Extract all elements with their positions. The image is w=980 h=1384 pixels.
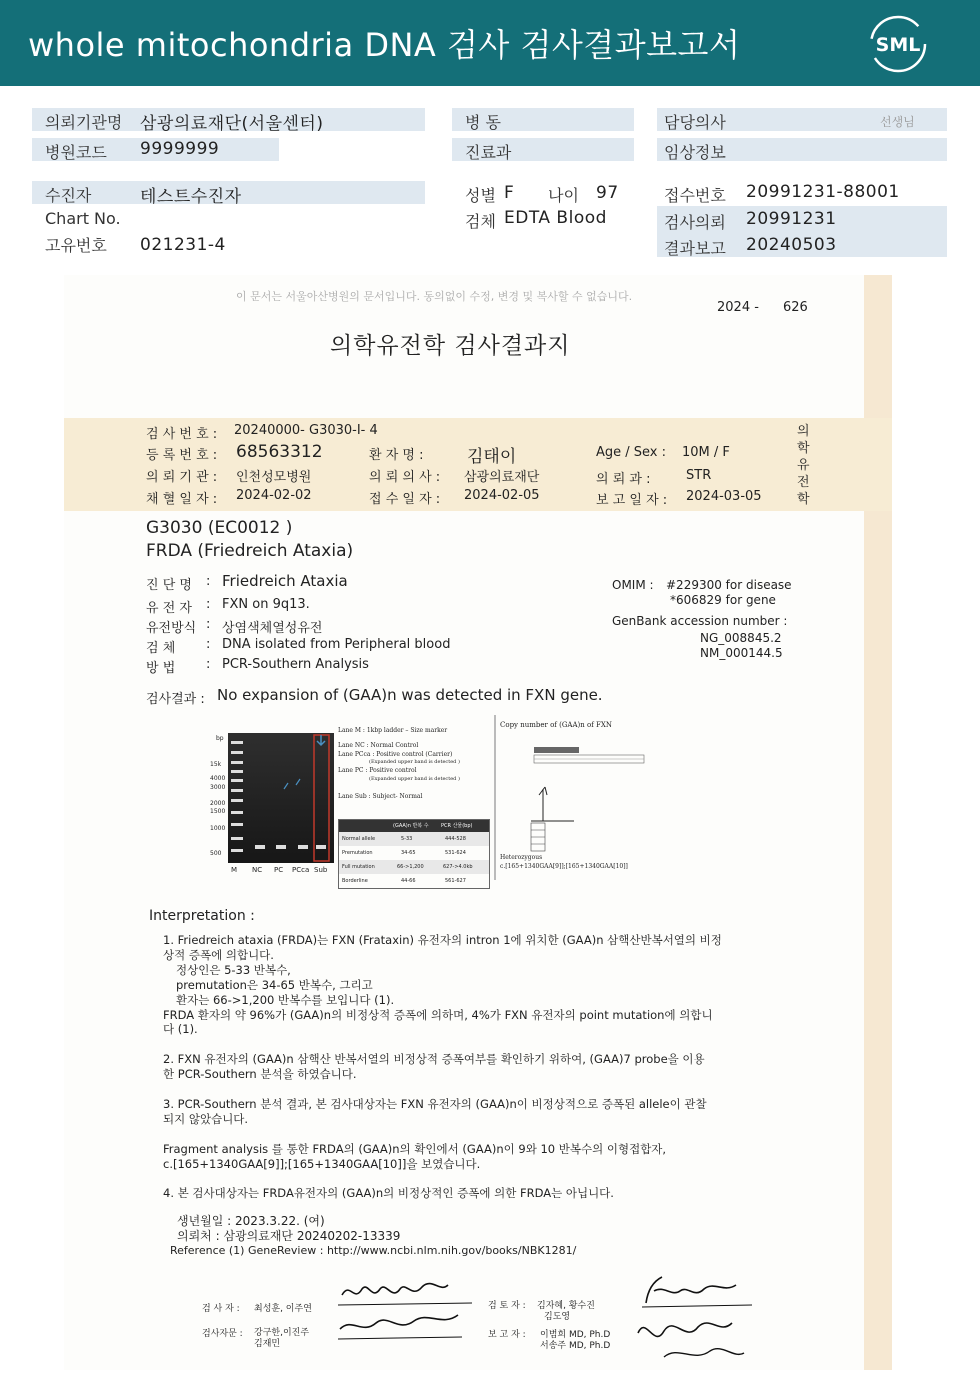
interp-line: 3. PCR-Southern 분석 결과, 본 검사대상자는 FXN 유전자의 (GAA)n이 비정상적으로 증폭된 allele이 관찰 xyxy=(163,1096,707,1111)
reporter-names-1: 이범희 MD, Ph.D xyxy=(540,1330,611,1340)
req-inst-value: 인천성모병원 xyxy=(236,470,312,485)
omim-gene: *606829 for gene xyxy=(670,593,776,607)
clinical-info-label: 임상정보 xyxy=(664,143,726,162)
test-no-label: 검 사 번 호 : xyxy=(146,427,218,442)
legend-3: (Expanded upper band is detected ) xyxy=(369,759,460,765)
sex-label: 성별 xyxy=(465,186,496,205)
gel-figure xyxy=(199,713,491,883)
reviewer-label: 검 토 자 : xyxy=(488,1301,526,1311)
director-names-2: 김재민 xyxy=(254,1339,281,1349)
detail-label-3: 검 체 xyxy=(146,641,176,656)
specimen-label: 검체 xyxy=(465,212,496,231)
detail-value-1: FXN on 9q13. xyxy=(222,597,310,612)
side-label: 의학유전학 xyxy=(797,424,810,507)
detail-label-1: 유 전 자 xyxy=(146,601,192,616)
detail-label-2: 유전방식 xyxy=(146,621,197,636)
legend-2: Lane PCca : Positive control (Carrier) xyxy=(338,751,453,758)
interpretation-text xyxy=(163,933,722,1201)
reporter-label: 보 고 자 : xyxy=(488,1330,526,1340)
interp-line: 환자는 66->1,200 반복수를 보입니다 (1). xyxy=(176,992,395,1007)
table-row0-repeat: 5-33 xyxy=(401,836,413,842)
report-doc-no2: 626 xyxy=(783,300,808,315)
test-no-value: 20240000- G3030-I- 4 xyxy=(234,423,378,438)
reviewer-names-2: 김도영 xyxy=(544,1312,571,1322)
collect-value: 2024-02-02 xyxy=(236,488,312,503)
interp-title: Interpretation : xyxy=(149,908,255,924)
interp-line: FRDA 환자의 약 96%가 (GAA)n의 비정상적 증폭에 의하며, 4%가 FXN 유전자의 point mutation에 의합니 xyxy=(163,1007,713,1022)
svg-text:SML: SML xyxy=(875,34,921,56)
interp-line: 정상인은 5-33 반복수, xyxy=(176,962,291,977)
department-label: 진료과 xyxy=(465,143,512,162)
report-title: 의학유전학 검사결과지 xyxy=(330,333,571,359)
genbank-label: GenBank accession number : xyxy=(612,614,788,628)
capillary-caption-1: Heterozygous xyxy=(500,854,543,861)
interp-line: 상적 증폭에 의합니다. xyxy=(163,947,274,962)
legend-4: Lane PC : Positive control xyxy=(338,767,417,774)
lane-nc: NC xyxy=(252,866,263,874)
capillary-plot xyxy=(529,745,649,855)
detail-value-4: PCR-Southern Analysis xyxy=(222,657,369,672)
scanned-report: 이 문서는 서울아산병원의 문서입니다. 동의없이 수정, 변경 및 복사할 수 없습니다. 2024 - 626 의학유전학 검사결과지 검 사 번 호 : 20240000- G3030-I- 4 등 록 번 호 : 68563312 환 자 명 : 김태이 Age / Sex : 10M / F 의 뢰 기 관 : 인천성모병원 의 뢰 의 사 : 삼광의료재단 의 뢰 과 : STR 채 혈 일 자 : 2024-02-02 접 수 일 자 : 2024-02-05 보 고 일 자 : 2024-03-05 의학유전학 G3030 (EC0012 ) FRDA (Friedreich Ataxia) 진 단 명 : Friedreich Ataxia 유 전 자 : FXN on 9q13. 유전방식 : 상염색체열성유전 검 체 : DNA isolated from Peripheral blood 방 법 : PCR-Southern Analysis OMIM : #229300 for disease *606829 for gene GenBank accession number : NG_008845.2 NM_000144.5 검사결과 : No expansion of (GAA)n was detected in FXN gene. bp 15k 4000 3000 2000 1500 1000 500 M NC PC PCca Sub Lane M : 1kbp ladder – Size marker Lane NC : Normal Control Lane PCca : Positive control (Carrier) (Expanded upper band is detected ) Lane PC : Positive control (Expanded upper band is detected ) Lane Sub : Subject- Normal (GAA)n 반복 수 PCR 산물(bp) Normal allele 5-33 444-528 Premutation 34-65 531-624 Full mutation 66->1,200 627->4.0kb Borderline 44-66 561-627 Copy number of (GAA)n of FXN Heterozygous c.[165+1340GAA[9]];[165+1340GAA[10]] Interpretation : 1. Friedreich ataxia (FRDA)는 FXN (Frataxin) 유전자의 intron 1에 위치한 (GAA)n 삼핵산반복서열의 비정 상적 증폭에 의합니다. 정상인은 5-33 반복수, premutation은 34-65 반복수, 그리고 환자는 66->1,200 반복수를 보입니다 (1). FRDA 환자의 약 96%가 (GAA)n의 비정상적 증폭에 의하며, 4%가 FXN 유전자의 point mutation에 의합니 다 (1). 2. FXN 유전자의 (GAA)n 삼핵산 반복서열의 비정상적 증폭여부를 확인하기 위하여, (GAA)7 probe을 이용 한 PCR-Southern 분석을 하였습니다. 3. PCR-Southern 분석 결과, 본 검사대상자는 FXN 유전자의 (GAA)n이 비정상적으로 증폭된 allele이 관찰 되지 않았습니다. Fragment analysis 를 통한 FRDA의 (GAA)n의 확인에서 (GAA)n이 9와 10 반복수의 이형접합자, c.[165+1340GAA[9]];[165+1340GAA[10]]을 보였습니다. 4. 본 검사대상자는 FRDA유전자의 (GAA)n의 비정상적인 증폭에 의한 FRDA는 아닙니다. 생년월일 : 2023.3.22. (여) 의뢰처 : 삼광의료재단 20240202-13339 Reference (1) GeneReview : http://www.ncbi.nlm.nih.gov/books/NBK1281/ 검 사 자 : 최성훈, 이주연 검사자문 : 강구한,이진주 김재민 검 토 자 : 김자혜, 황수진 김도영 보 고 자 : 이범희 MD, Ph.D 서송주 MD, Ph.D xyxy=(64,275,892,1370)
result-label: 검사결과 : xyxy=(146,692,205,707)
hospital-code-value: 9999999 xyxy=(140,139,220,159)
ward-label: 병 동 xyxy=(465,113,501,132)
report-date-label: 결과보고 xyxy=(664,239,726,258)
legend-6: Lane Sub : Subject- Normal xyxy=(338,793,423,800)
table-row2-pcr: 627->4.0kb xyxy=(443,864,473,870)
detail-value-3: DNA isolated from Peripheral blood xyxy=(222,637,451,652)
req-inst-label: 의 뢰 기 관 : xyxy=(146,470,218,485)
table-row3-repeat: 44-66 xyxy=(401,878,416,884)
page-title: whole mitochondria DNA 검사 검사결과보고서 xyxy=(28,26,741,64)
interp-line: c.[165+1340GAA[9]];[165+1340GAA[10]]을 보였습니다. xyxy=(163,1156,481,1171)
doctor-suffix: 선생님 xyxy=(880,115,915,129)
reception-no-label: 접수번호 xyxy=(664,186,726,205)
collect-label: 채 혈 일 자 : xyxy=(146,492,218,507)
interp-line: 다 (1). xyxy=(163,1022,198,1037)
table-row3-name: Borderline xyxy=(342,878,368,884)
reference: Reference (1) GeneReview : http://www.ncbi.nlm.nih.gov/books/NBK1281/ xyxy=(170,1244,577,1257)
ladder-2000: 2000 xyxy=(210,800,226,807)
reg-no-label: 등 록 번 호 : xyxy=(146,448,218,463)
report-date-label-2: 보 고 일 자 : xyxy=(596,493,668,508)
interp-line: 2. FXN 유전자의 (GAA)n 삼핵산 반복서열의 비정상적 증폭여부를 확인하기 위하여, (GAA)7 probe을 이용 xyxy=(163,1052,705,1067)
referrer: 의뢰처 : 삼광의료재단 20240202-13339 xyxy=(177,1229,401,1243)
reviewer-names-1: 김자혜, 황수진 xyxy=(537,1301,595,1311)
table-row2-name: Full mutation xyxy=(342,864,375,870)
sex-value: F xyxy=(504,183,515,203)
report-notice: 이 문서는 서울아산병원의 문서입니다. 동의없이 수정, 변경 및 복사할 수 없습니다. xyxy=(236,290,633,303)
capillary-title: Copy number of (GAA)n of FXN xyxy=(500,721,613,729)
legend-5: (Expanded upper band is detected ) xyxy=(369,776,460,782)
doctor-label: 담당의사 xyxy=(664,113,726,132)
table-header-1: PCR 산물(bp) xyxy=(441,823,473,829)
age-label: 나이 xyxy=(548,186,579,205)
test-name: FRDA (Friedreich Ataxia) xyxy=(146,541,354,561)
table-row0-pcr: 444-528 xyxy=(445,836,466,842)
interp-line: 4. 본 검사대상자는 FRDA유전자의 (GAA)n의 비정상적인 증폭에 의한 FRDA는 아닙니다. xyxy=(163,1186,614,1201)
table-row1-repeat: 34-65 xyxy=(401,850,416,856)
req-dept-label: 의 뢰 과 : xyxy=(596,472,651,487)
test-code: G3030 (EC0012 ) xyxy=(146,518,293,538)
tester-label: 검 사 자 : xyxy=(202,1304,240,1314)
reviewer-signature xyxy=(624,1271,764,1366)
table-row1-pcr: 531-624 xyxy=(445,850,466,856)
specimen-value: EDTA Blood xyxy=(504,208,607,228)
director-label: 검사자문 : xyxy=(202,1329,243,1339)
institution-value: 삼광의료재단(서울센터) xyxy=(140,114,324,134)
interp-line: premutation은 34-65 반복수, 그리고 xyxy=(176,977,373,992)
detail-label-4: 방 법 xyxy=(146,661,176,676)
detail-label-0: 진 단 명 xyxy=(146,578,192,593)
birth-date: 생년월일 : 2023.3.22. (여) xyxy=(177,1214,325,1228)
receive-value: 2024-02-05 xyxy=(464,488,540,503)
director-names-1: 강구한,이진주 xyxy=(254,1328,310,1338)
request-date-label: 검사의뢰 xyxy=(664,213,726,232)
lane-pcca: PCca xyxy=(292,866,310,874)
repeat-table xyxy=(338,819,490,889)
interp-line: 되지 않았습니다. xyxy=(163,1111,249,1126)
request-date-value: 20991231 xyxy=(746,209,837,229)
patient-name-value: 김태이 xyxy=(467,447,517,467)
tester-names: 최성훈, 이주연 xyxy=(254,1304,312,1314)
hospital-code-label: 병원코드 xyxy=(45,143,107,162)
ladder-1000: 1000 xyxy=(210,825,226,832)
interp-line: Fragment analysis 를 통한 FRDA의 (GAA)n의 확인에서 (GAA)n이 9와 10 반복수의 이형접합자, xyxy=(163,1141,667,1156)
genbank-nm: NM_000144.5 xyxy=(700,646,783,660)
receive-label: 접 수 일 자 : xyxy=(369,492,441,507)
req-doc-label: 의 뢰 의 사 : xyxy=(369,470,441,485)
table-row0-name: Normal allele xyxy=(342,836,376,842)
lane-m: M xyxy=(231,866,238,874)
ladder-15k: 15k xyxy=(210,761,222,768)
gel-image xyxy=(228,733,334,863)
patient-name-label: 환 자 명 : xyxy=(369,448,424,463)
ladder-1500: 1500 xyxy=(210,808,226,815)
omim-label: OMIM : xyxy=(612,578,654,592)
req-dept-value: STR xyxy=(686,468,712,483)
capillary-caption-2: c.[165+1340GAA[9]];[165+1340GAA[10]] xyxy=(500,863,628,870)
genbank-ng: NG_008845.2 xyxy=(700,631,782,645)
ladder-4000: 4000 xyxy=(210,775,226,782)
institution-label: 의뢰기관명 xyxy=(45,113,123,132)
legend-0: Lane M : 1kbp ladder – Size marker xyxy=(338,727,448,734)
detail-value-2: 상염색체열성유전 xyxy=(222,621,323,636)
gel-bp-label: bp xyxy=(216,735,224,742)
report-doc-no: 2024 - xyxy=(717,300,759,315)
age-sex-label: Age / Sex : xyxy=(596,445,667,460)
omim-disease: #229300 for disease xyxy=(666,578,792,592)
table-row2-repeat: 66->1,200 xyxy=(397,864,424,870)
ladder-500: 500 xyxy=(210,850,222,857)
result-text: No expansion of (GAA)n was detected in FXN gene. xyxy=(217,686,603,704)
reg-no-value: 68563312 xyxy=(236,442,323,462)
figure-divider xyxy=(494,715,496,880)
report-date-value: 20240503 xyxy=(746,235,837,255)
sml-logo xyxy=(868,14,928,74)
reception-no-value: 20991231-88001 xyxy=(746,182,900,202)
report-date-value-2: 2024-03-05 xyxy=(686,489,762,504)
header-bar xyxy=(0,0,980,86)
legend-1: Lane NC : Normal Control xyxy=(338,742,419,749)
ladder-3000: 3000 xyxy=(210,784,226,791)
req-doc-value: 삼광의료재단 xyxy=(464,470,540,485)
patient-label: 수진자 xyxy=(45,186,92,205)
table-row1-name: Premutation xyxy=(342,850,373,856)
reporter-names-2: 서송주 MD, Ph.D xyxy=(540,1341,611,1351)
unique-no-label: 고유번호 xyxy=(45,236,107,255)
age-value: 97 xyxy=(596,183,619,203)
table-header-0: (GAA)n 반복 수 xyxy=(393,823,429,829)
lane-sub: Sub xyxy=(314,866,328,874)
detail-value-0: Friedreich Ataxia xyxy=(222,572,348,590)
lane-pc: PC xyxy=(274,866,284,874)
interp-line: 한 PCR-Southern 분석을 하였습니다. xyxy=(163,1067,357,1082)
chart-no-label: Chart No. xyxy=(45,209,121,228)
patient-value: 테스트수진자 xyxy=(140,187,242,207)
age-sex-value: 10M / F xyxy=(682,445,730,460)
tester-signature xyxy=(332,1273,482,1348)
table-row3-pcr: 561-627 xyxy=(445,878,466,884)
unique-no-value: 021231-4 xyxy=(140,235,226,255)
interp-line: 1. Friedreich ataxia (FRDA)는 FXN (Frataxin) 유전자의 intron 1에 위치한 (GAA)n 삼핵산반복서열의 비정 xyxy=(163,933,722,947)
